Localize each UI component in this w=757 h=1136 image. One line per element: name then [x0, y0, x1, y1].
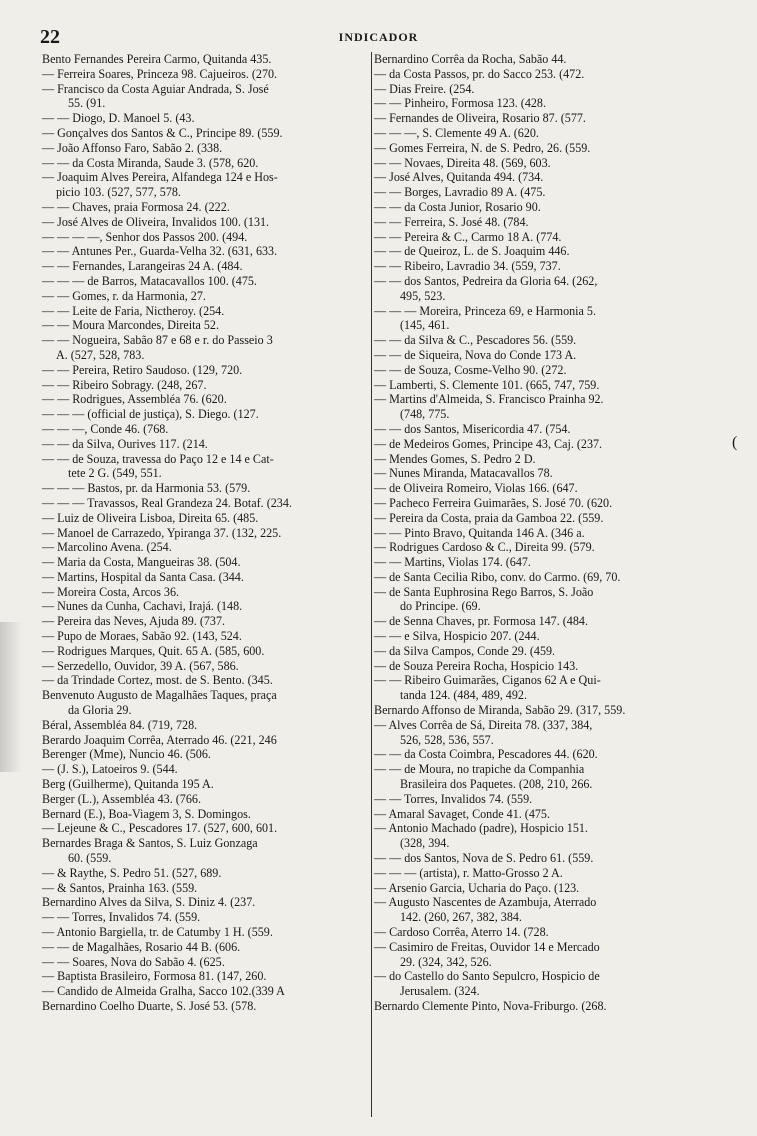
right-entry-line: — Pereira da Costa, praia da Gamboa 22. (559. [374, 510, 604, 525]
left-entry-line: — — Rodrigues, Assembléa 76. (620. [42, 392, 227, 407]
left-entry-line: 55. (91. [68, 96, 106, 111]
left-entry-line: — Candido de Almeida Gralha, Sacco 102.(339 A [42, 984, 285, 999]
right-entry-line: — da Silva Campos, Conde 29. (459. [374, 643, 556, 658]
left-entry-line: — Lejeune & C., Pescadores 17. (527, 600, 601. [42, 821, 278, 836]
left-entry-line: — & Raythe, S. Pedro 51. (527, 689. [42, 865, 222, 880]
left-entry-line: — — Leite de Faria, Nictheroy. (254. [42, 303, 225, 318]
right-entry-line: — Alves Corrêa de Sá, Direita 78. (337, 384, [374, 717, 593, 732]
right-entry-line: — Rodrigues Cardoso & C., Direita 99. (579. [374, 540, 595, 555]
right-entry-line: — Amaral Savaget, Conde 41. (475. [374, 806, 550, 821]
left-entry-line: Bento Fernandes Pereira Carmo, Quitanda 435. [42, 52, 272, 66]
left-entry-line: — — Torres, Invalidos 74. (559. [42, 910, 201, 925]
left-entry-line: A. (527, 528, 783. [56, 347, 145, 362]
left-entry-line: — Maria da Costa, Mangueiras 38. (504. [42, 555, 241, 570]
left-column [42, 52, 372, 1014]
right-entry-line: — — da Costa Coimbra, Pescadores 44. (620. [374, 747, 598, 762]
right-entry-line: 29. (324, 342, 526. [400, 954, 492, 969]
left-entry-line: — Nunes da Cunha, Cachavi, Irajá. (148. [42, 599, 243, 614]
right-entry-line: Brasileira dos Paquetes. (208, 210, 266. [400, 777, 593, 792]
right-column [374, 52, 719, 1014]
right-entry-line: — — de Siqueira, Nova do Conde 173 A. [374, 347, 577, 362]
left-entry-line: Béral, Assembléa 84. (719, 728. [42, 717, 198, 732]
right-entry-line: — Nunes Miranda, Matacavallos 78. [374, 466, 553, 481]
right-entry-line: — de Oliveira Romeiro, Violas 166. (647. [374, 481, 578, 496]
right-entry-line: — Cardoso Corrêa, Aterro 14. (728. [374, 925, 549, 940]
left-entry-line: — — — de Barros, Matacavallos 100. (475. [42, 273, 257, 288]
left-entry-line: — Francisco da Costa Aguiar Andrada, S. José [42, 81, 269, 96]
left-entry-line: — — — —, Senhor dos Passos 200. (494. [42, 229, 248, 244]
right-entry-line: — — Borges, Lavradio 89 A. (475. [374, 185, 546, 200]
right-entry-line: — — —, S. Clemente 49 A. (620. [374, 125, 539, 140]
column-rule [371, 52, 372, 1117]
left-entry-line: Bernardes Braga & Santos, S. Luiz Gonzaga [42, 836, 258, 851]
left-entry-line: tete 2 G. (549, 551. [68, 466, 162, 481]
left-entry-line: — — Nogueira, Sabão 87 e 68 e r. do Passeio 3 [42, 333, 273, 348]
right-entry-line: do Principe. (69. [400, 599, 481, 614]
left-entry-line: — — de Magalhães, Rosario 44 B. (606. [42, 939, 241, 954]
right-entry-line: — — Torres, Invalidos 74. (559. [374, 791, 533, 806]
left-entry-line: picio 103. (527, 577, 578. [56, 185, 181, 200]
right-entry-line: — Dias Freire. (254. [374, 81, 475, 96]
left-entry-line: — — Pereira, Retiro Saudoso. (129, 720. [42, 362, 243, 377]
right-entry-line: — de Santa Euphrosina Rego Barros, S. João [374, 584, 594, 599]
left-entry-line: Berg (Guilherme), Quitanda 195 A. [42, 777, 214, 792]
right-entry-line: — — dos Santos, Nova de S. Pedro 61. (559. [374, 851, 594, 866]
right-entry-line: — — da Costa Junior, Rosario 90. [374, 199, 541, 214]
left-entry-line: — (J. S.), Latoeiros 9. (544. [42, 762, 178, 777]
right-entry-line: — — Ferreira, S. José 48. (784. [374, 214, 529, 229]
left-entry-line: — Marcolino Avena. (254. [42, 540, 172, 555]
right-entry-line: — — Ribeiro, Lavradio 34. (559, 737. [374, 259, 561, 274]
right-entry-line: — Fernandes de Oliveira, Rosario 87. (577. [374, 111, 586, 126]
right-entry-line: — de Souza Pereira Rocha, Hospicio 143. [374, 658, 579, 673]
left-entry-line: — Manoel de Carrazedo, Ypiranga 37. (132, 225. [42, 525, 282, 540]
left-entry-line: — — Diogo, D. Manoel 5. (43. [42, 111, 195, 126]
left-entry-line: — Pupo de Moraes, Sabão 92. (143, 524. [42, 629, 242, 644]
right-entry-line: (145, 461. [400, 318, 450, 333]
left-entry-line: — José Alves de Oliveira, Invalidos 100. (131. [42, 214, 270, 229]
right-entry-line: 142. (260, 267, 382, 384. [400, 910, 522, 925]
left-entry-line: — — Antunes Per., Guarda-Velha 32. (631, 633. [42, 244, 278, 259]
left-entry-line: — — —, Conde 46. (768. [42, 421, 169, 436]
right-entry-line: Bernardo Affonso de Miranda, Sabão 29. (317, 559. [374, 703, 626, 718]
left-entry-line: Berenger (Mme), Nuncio 46. (506. [42, 747, 211, 762]
left-entry-line: — — Ribeiro Sobragy. (248, 267. [42, 377, 207, 392]
right-entry-line: tanda 124. (484, 489, 492. [400, 688, 527, 703]
right-entry-line: — Martins d'Almeida, S. Francisco Prainha 92. [374, 392, 604, 407]
right-entry-line: — — de Moura, no trapiche da Companhia [374, 762, 585, 777]
left-entry-line: Bernardino Coelho Duarte, S. José 53. (578. [42, 999, 257, 1013]
left-entry-line: Berardo Joaquim Corrêa, Aterrado 46. (221, 246 [42, 732, 277, 747]
right-entry-line: 495, 523. [400, 288, 446, 303]
left-entry-line: — Moreira Costa, Arcos 36. [42, 584, 180, 599]
left-entry-line: — Ferreira Soares, Princeza 98. Cajueiros. (270. [42, 66, 278, 81]
right-entry-line: Bernardino Corrêa da Rocha, Sabão 44. [374, 52, 567, 66]
right-entry-line: — José Alves, Quitanda 494. (734. [374, 170, 544, 185]
left-entry-line: — — de Souza, travessa do Paço 12 e 14 e Cat- [42, 451, 274, 466]
right-entry-line: 526, 528, 536, 557. [400, 732, 494, 747]
right-entry-line: — da Costa Passos, pr. do Sacco 253. (472. [374, 66, 585, 81]
left-entry-line: — — — Travassos, Real Grandeza 24. Botaf. (234. [42, 495, 292, 510]
left-entry-line: — Baptista Brasileiro, Formosa 81. (147, 260. [42, 969, 267, 984]
right-entry-line: — Mendes Gomes, S. Pedro 2 D. [374, 451, 536, 466]
right-entry-line: — — — Moreira, Princeza 69, e Harmonia 5. [374, 303, 596, 318]
right-entry-line: Bernardo Clemente Pinto, Nova-Friburgo. (268. [374, 999, 607, 1013]
left-entry-line: da Gloria 29. [68, 703, 132, 718]
left-entry-line: — da Trindade Cortez, most. de S. Bento. (345. [42, 673, 273, 688]
left-entry-line: Benvenuto Augusto de Magalhães Taques, praça [42, 688, 277, 703]
right-entry-line: — de Santa Cecilia Ribo, conv. do Carmo. (69, 70. [374, 569, 621, 584]
right-entry-line: — do Castello do Santo Sepulcro, Hospicio de [374, 969, 600, 984]
right-entry-line: — de Medeiros Gomes, Principe 43, Caj. (237. [374, 436, 603, 451]
left-entry-line: — — da Silva, Ourives 117. (214. [42, 436, 208, 451]
right-entry-line: — Augusto Nascentes de Azambuja, Aterrado [374, 895, 597, 910]
right-entry-line: — — Pinto Bravo, Quitanda 146 A. (346 a. [374, 525, 585, 540]
left-entry-line: — Martins, Hospital da Santa Casa. (344. [42, 569, 244, 584]
right-entry-line: — — de Queiroz, L. de S. Joaquim 446. [374, 244, 570, 259]
left-entry-line: — — Gomes, r. da Harmonia, 27. [42, 288, 206, 303]
right-entry-line: — — da Silva & C., Pescadores 56. (559. [374, 333, 577, 348]
page-number: 22 [40, 26, 60, 48]
left-entry-line: — Luiz de Oliveira Lisboa, Direita 65. (485. [42, 510, 259, 525]
left-entry-line: — Antonio Bargiella, tr. de Catumby 1 H. (559. [42, 925, 273, 940]
left-entry-line: — — Moura Marcondes, Direita 52. [42, 318, 219, 333]
left-entry-line: — — da Costa Miranda, Saude 3. (578, 620. [42, 155, 259, 170]
left-entry-line: — — — Bastos, pr. da Harmonia 53. (579. [42, 481, 251, 496]
left-entry-line: — — Fernandes, Larangeiras 24 A. (484. [42, 259, 243, 274]
right-entry-line: — — Novaes, Direita 48. (569, 603. [374, 155, 551, 170]
running-header: INDICADOR [338, 30, 419, 44]
right-entry-line: — — e Silva, Hospicio 207. (244. [374, 629, 540, 644]
left-entry-line: — — Soares, Nova do Sabão 4. (625. [42, 954, 225, 969]
right-entry-line: — Arsenio Garcia, Ucharia do Paço. (123. [374, 880, 580, 895]
right-entry-line: — — de Souza, Cosme-Velho 90. (272. [374, 362, 567, 377]
right-entry-line: (748, 775. [400, 407, 450, 422]
right-entry-line: — Gomes Ferreira, N. de S. Pedro, 26. (559. [374, 140, 591, 155]
right-entry-line: — de Senna Chaves, pr. Formosa 147. (484. [374, 614, 588, 629]
left-entry-line: — Joaquim Alves Pereira, Alfandega 124 e Hos- [42, 170, 278, 185]
left-entry-line: — Serzedello, Ouvidor, 39 A. (567, 586. [42, 658, 239, 673]
right-entry-line: — Pacheco Ferreira Guimarães, S. José 70. (620. [374, 495, 613, 510]
left-entry-line: — João Affonso Faro, Sabão 2. (338. [42, 140, 223, 155]
left-entry-line: Bernardino Alves da Silva, S. Diniz 4. (237. [42, 895, 256, 910]
right-entry-line: — — dos Santos, Pedreira da Gloria 64. (262, [374, 273, 598, 288]
right-entry-line: — — Pinheiro, Formosa 123. (428. [374, 96, 546, 111]
left-entry-line: — — — (official de justiça), S. Diego. (127. [42, 407, 259, 422]
left-entry-line: Bernard (E.), Boa-Viagem 3, S. Domingos. [42, 806, 251, 821]
left-entry-line: — & Santos, Prainha 163. (559. [42, 880, 198, 895]
left-entry-line: — Rodrigues Marques, Quit. 65 A. (585, 600. [42, 643, 265, 658]
right-entry-line: — — dos Santos, Misericordia 47. (754. [374, 421, 571, 436]
right-entry-line: — — Pereira & C., Carmo 18 A. (774. [374, 229, 562, 244]
right-entry-line: — — Ribeiro Guimarães, Ciganos 62 A e Qui- [374, 673, 601, 688]
right-entry-line: Jerusalem. (324. [400, 984, 480, 999]
left-entry-line: Berger (L.), Assembléa 43. (766. [42, 791, 201, 806]
right-entry-line: — Casimiro de Freitas, Ouvidor 14 e Mercado [374, 939, 600, 954]
right-entry-line: — — — (artista), r. Matto-Grosso 2 A. [374, 865, 563, 880]
page-edge-smudge [0, 622, 22, 772]
right-entry-line: (328, 394. [400, 836, 450, 851]
left-entry-line: — Pereira das Neves, Ajuda 89. (737. [42, 614, 226, 629]
margin-bracket-mark: ( [732, 434, 738, 451]
right-entry-line: — Antonio Machado (padre), Hospicio 151. [374, 821, 588, 836]
left-entry-line: 60. (559. [68, 851, 112, 866]
right-entry-line: — — Martins, Violas 174. (647. [374, 555, 531, 570]
left-entry-line: — — Chaves, praia Formosa 24. (222. [42, 199, 230, 214]
left-entry-line: — Gonçalves dos Santos & C., Principe 89. (559. [42, 125, 283, 140]
right-entry-line: — Lamberti, S. Clemente 101. (665, 747, 759. [374, 377, 600, 392]
